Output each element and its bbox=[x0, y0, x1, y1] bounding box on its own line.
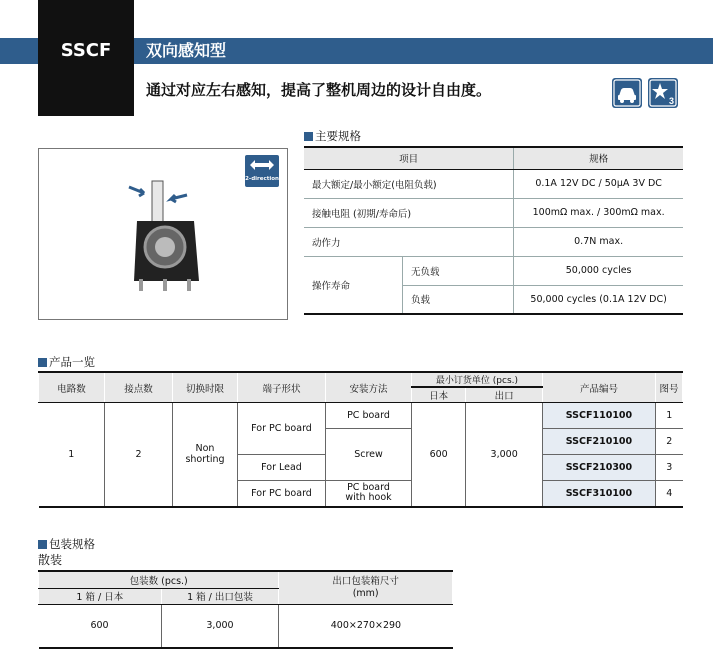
switch-drawing bbox=[99, 171, 239, 301]
spec-heading: 主要规格 bbox=[304, 129, 361, 143]
spec-label: 最大额定/最小额定(电阻负载) bbox=[304, 169, 514, 198]
box-size-value: 400×270×290 bbox=[279, 604, 453, 648]
mount-screw: Screw bbox=[326, 429, 412, 481]
fig-number: 4 bbox=[655, 481, 682, 507]
packing-sub: 散装 bbox=[38, 553, 63, 567]
moq-export-value: 3,000 bbox=[466, 403, 543, 507]
col-timing: 切换时限 bbox=[173, 372, 238, 403]
fig-number: 1 bbox=[655, 403, 682, 429]
box-export-header: 1 箱 / 出口包装 bbox=[161, 588, 279, 604]
tagline: 通过对应左右感知，提高了整机周边的设计自由度。 bbox=[146, 81, 492, 99]
part-number: SSCF310100 bbox=[542, 481, 655, 507]
life-label: 操作寿命 bbox=[304, 256, 403, 314]
car-icon bbox=[612, 78, 642, 108]
section-square-icon bbox=[38, 358, 47, 367]
part-number: SSCF110100 bbox=[542, 403, 655, 429]
two-direction-arrow-icon bbox=[245, 155, 279, 175]
col-moq-export: 出口 bbox=[466, 387, 543, 403]
spec-col-spec: 规格 bbox=[514, 147, 683, 169]
section-square-icon bbox=[304, 132, 313, 141]
timing-value: Non shorting bbox=[173, 403, 238, 507]
spec-label: 动作力 bbox=[304, 227, 514, 256]
mount-hook: PC board with hook bbox=[326, 481, 412, 507]
mount-pc: PC board bbox=[326, 403, 412, 429]
packing-heading: 包装规格 bbox=[38, 537, 95, 551]
part-number: SSCF210300 bbox=[542, 455, 655, 481]
series-name: SSCF bbox=[60, 40, 112, 61]
page-title: 双向感知型 bbox=[146, 41, 227, 60]
spec-col-item: 项目 bbox=[304, 147, 514, 169]
terminal-pc-2: For PC board bbox=[238, 481, 326, 507]
circuits-value: 1 bbox=[39, 403, 105, 507]
col-part: 产品编号 bbox=[542, 372, 655, 403]
life-no-load-value: 50,000 cycles bbox=[514, 256, 683, 285]
product-table bbox=[38, 371, 683, 508]
spec-value: 0.1A 12V DC / 50μA 3V DC bbox=[514, 169, 683, 198]
col-fig: 图号 bbox=[655, 372, 682, 403]
col-mounting: 安装方法 bbox=[326, 372, 412, 403]
box-jp-value: 600 bbox=[39, 604, 162, 648]
box-jp-header: 1 箱 / 日本 bbox=[39, 588, 162, 604]
fig-number: 3 bbox=[655, 455, 682, 481]
moq-jp-value: 600 bbox=[412, 403, 466, 507]
spec-value: 0.7N max. bbox=[514, 227, 683, 256]
life-load-value: 50,000 cycles (0.1A 12V DC) bbox=[514, 285, 683, 314]
product-figure bbox=[38, 148, 288, 320]
spec-table bbox=[304, 146, 683, 315]
col-contacts: 接点数 bbox=[105, 372, 173, 403]
box-export-value: 3,000 bbox=[161, 604, 279, 648]
col-circuits: 电路数 bbox=[39, 372, 105, 403]
fig-number: 2 bbox=[655, 429, 682, 455]
box-size-header: 出口包装箱尺寸 (mm) bbox=[279, 571, 453, 604]
contacts-value: 2 bbox=[105, 403, 173, 507]
col-moq: 最小订货单位 (pcs.) bbox=[412, 372, 543, 387]
spec-label: 接触电阻 (初期/寿命后) bbox=[304, 198, 514, 227]
terminal-pc: For PC board bbox=[238, 403, 326, 455]
qty-header: 包装数 (pcs.) bbox=[39, 571, 279, 588]
terminal-lead: For Lead bbox=[238, 455, 326, 481]
part-number: SSCF210100 bbox=[542, 429, 655, 455]
products-heading: 产品一览 bbox=[38, 355, 95, 369]
spec-value: 100mΩ max. / 300mΩ max. bbox=[514, 198, 683, 227]
life-no-load-label: 无负载 bbox=[403, 256, 514, 285]
col-terminal: 端子形状 bbox=[238, 372, 326, 403]
svg-text:3: 3 bbox=[669, 96, 675, 106]
packing-table bbox=[38, 570, 453, 649]
star-3-icon bbox=[648, 78, 678, 108]
col-moq-jp: 日本 bbox=[412, 387, 466, 403]
life-load-label: 负载 bbox=[403, 285, 514, 314]
badge-label: 2-direction bbox=[245, 176, 279, 182]
section-square-icon bbox=[38, 540, 47, 549]
two-direction-badge bbox=[245, 155, 279, 187]
